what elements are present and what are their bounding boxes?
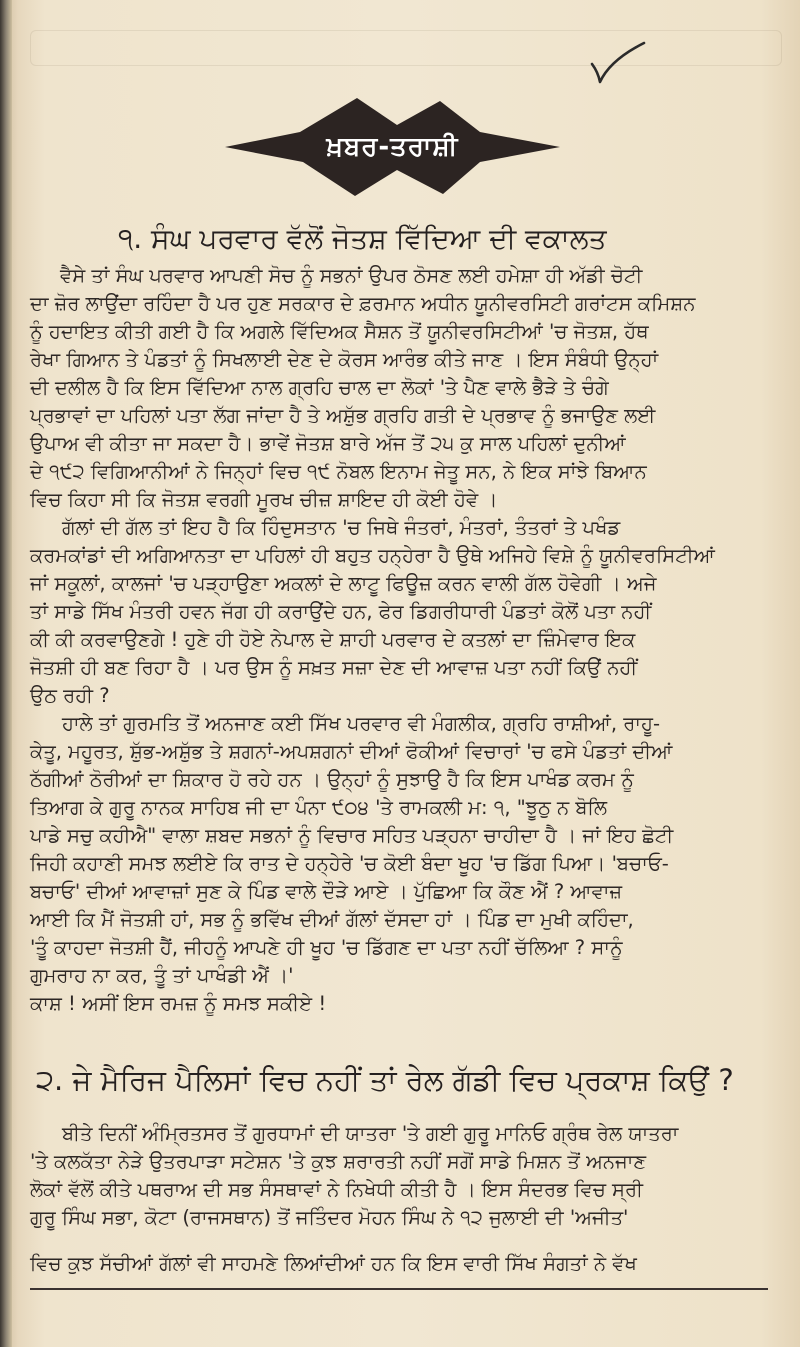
text-line: ਉਪਾਅ ਵੀ ਕੀਤਾ ਜਾ ਸਕਦਾ ਹੈ। ਭਾਵੇਂ ਜੋਤਸ਼ ਬਾਰੇ ਅੱਜ ਤੋਂ ੨੫ ਕੁ ਸਾਲ ਪਹਿਲਾਂ ਦੁਨੀਆਂ <box>30 432 626 455</box>
text-line: ਕਾਸ਼ ! ਅਸੀਂ ਇਸ ਰਮਜ਼ ਨੂੰ ਸਮਝ ਸਕੀਏ ! <box>30 992 327 1015</box>
text-line: ਬੀਤੇ ਦਿਨੀਂ ਅੰਮ੍ਰਿਤਸਰ ਤੋਂ ਗੁਰਧਾਮਾਂ ਦੀ ਯਾਤਰਾ 'ਤੇ ਗਈ ਗੁਰੂ ਮਾਨਿਓ ਗ੍ਰੰਥ ਰੇਲ ਯਾਤਰਾ <box>62 1122 679 1145</box>
text-line: ਕੀ ਕੀ ਕਰਵਾਉਣਗੇ ! ਹੁਣੇ ਹੀ ਹੋਏ ਨੇਪਾਲ ਦੇ ਸ਼ਾਹੀ ਪਰਵਾਰ ਦੇ ਕਤਲਾਂ ਦਾ ਜ਼ਿੰਮੇਵਾਰ ਇਕ <box>30 628 636 651</box>
text-line: ਵੈਸੇ ਤਾਂ ਸੰਘ ਪਰਵਾਰ ਆਪਣੀ ਸੋਚ ਨੂੰ ਸਭਨਾਂ ਉਪਰ ਠੋਸਣ ਲਈ ਹਮੇਸ਼ਾ ਹੀ ਅੱਡੀ ਚੋਟੀ <box>60 264 643 287</box>
text-line: ਦੀ ਦਲੀਲ ਹੈ ਕਿ ਇਸ ਵਿੱਦਿਆ ਨਾਲ ਗ੍ਰਹਿ ਚਾਲ ਦਾ ਲੋਕਾਂ 'ਤੇ ਪੈਣ ਵਾਲੇ ਭੈੜੇ ਤੇ ਚੰਗੇ <box>30 376 609 399</box>
text-line: ਕਰਮਕਾਂਡਾਂ ਦੀ ਅਗਿਆਨਤਾ ਦਾ ਪਹਿਲਾਂ ਹੀ ਬਹੁਤ ਹਨ੍ਹੇਰਾ ਹੈ ਉਥੇ ਅਜਿਹੇ ਵਿਸ਼ੇ ਨੂੰ ਯੂਨੀਵਰਸਿਟੀਆਂ <box>30 544 715 567</box>
text-line: ਦਾ ਜ਼ੋਰ ਲਾਉਂਦਾ ਰਹਿੰਦਾ ਹੈ ਪਰ ਹੁਣ ਸਰਕਾਰ ਦੇ ਫ਼ਰਮਾਨ ਅਧੀਨ ਯੂਨੀਵਰਸਿਟੀ ਗਰਾਂਟਸ ਕਮਿਸ਼ਨ <box>30 292 696 315</box>
checkmark-icon <box>588 40 648 90</box>
text-line: ਪ੍ਰਭਾਵਾਂ ਦਾ ਪਹਿਲਾਂ ਪਤਾ ਲੱਗ ਜਾਂਦਾ ਹੈ ਤੇ ਅਸ਼ੁੱਭ ਗ੍ਰਹਿ ਗਤੀ ਦੇ ਪ੍ਰਭਾਵ ਨੂੰ ਭਜਾਉਣ ਲਈ <box>30 404 656 427</box>
text-line: 'ਤੇ ਕਲਕੱਤਾ ਨੇੜੇ ਉਤਰਪਾੜਾ ਸਟੇਸ਼ਨ 'ਤੇ ਕੁਝ ਸ਼ਰਾਰਤੀ ਨਹੀਂ ਸਗੋਂ ਸਾਡੇ ਮਿਸ਼ਨ ਤੋਂ ਅਨਜਾਣ <box>30 1150 647 1173</box>
text-line: ਬਚਾਓ' ਦੀਆਂ ਆਵਾਜ਼ਾਂ ਸੁਣ ਕੇ ਪਿੰਡ ਵਾਲੇ ਦੌੜੇ ਆਏ । ਪੁੱਛਿਆ ਕਿ ਕੌਣ ਐਂ ? ਆਵਾਜ਼ <box>30 880 623 903</box>
section-2-heading: ੨. ਜੇ ਮੈਰਿਜ ਪੈਲਿਸਾਂ ਵਿਚ ਨਹੀਂ ਤਾਂ ਰੇਲ ਗੱਡੀ ਵਿਚ ਪ੍ਰਕਾਸ਼ ਕਿਉਂ ? <box>36 1063 734 1097</box>
bottom-rule <box>30 1288 768 1290</box>
book-spine-edge <box>0 0 12 1347</box>
text-line: ਜਾਂ ਸਕੂਲਾਂ, ਕਾਲਜਾਂ 'ਚ ਪੜ੍ਹਾਉਣਾ ਅਕਲਾਂ ਦੇ ਲਾਟੂ ਫਿਊਜ਼ ਕਰਨ ਵਾਲੀ ਗੱਲ ਹੋਵੇਗੀ । ਅਜੇ <box>30 572 657 595</box>
text-line: ਤਾਂ ਸਾਡੇ ਸਿੱਖ ਮੰਤਰੀ ਹਵਨ ਜੱਗ ਹੀ ਕਰਾਉਂਦੇ ਹਨ, ਫੇਰ ਡਿਗਰੀਧਾਰੀ ਪੰਡਤਾਂ ਕੋਲੋਂ ਪਤਾ ਨਹੀਂ <box>30 600 652 623</box>
banner-title: ਖ਼ਬਰ-ਤਰਾਸ਼ੀ <box>326 131 459 162</box>
section-banner <box>225 98 560 196</box>
text-line: ਵਿਚ ਕਿਹਾ ਸੀ ਕਿ ਜੋਤਸ਼ ਵਰਗੀ ਮੂਰਖ ਚੀਜ਼ ਸ਼ਾਇਦ ਹੀ ਕੋਈ ਹੋਵੇ । <box>30 488 498 511</box>
text-line: ਕੇਤੂ, ਮਹੂਰਤ, ਸ਼ੁੱਭ-ਅਸ਼ੁੱਭ ਤੇ ਸ਼ਗਨਾਂ-ਅਪਸ਼ਗਨਾਂ ਦੀਆਂ ਫੋਕੀਆਂ ਵਿਚਾਰਾਂ 'ਚ ਫਸੇ ਪੰਡਤਾਂ ਦੀਆਂ <box>30 740 673 763</box>
text-line: ਗੁਮਰਾਹ ਨਾ ਕਰ, ਤੂੰ ਤਾਂ ਪਾਖੰਡੀ ਐਂ ।' <box>30 964 294 987</box>
text-line: ਪਾਡੇ ਸਚੁ ਕਹੀਐ" ਵਾਲਾ ਸ਼ਬਦ ਸਭਨਾਂ ਨੂੰ ਵਿਚਾਰ ਸਹਿਤ ਪੜ੍ਹਨਾ ਚਾਹੀਦਾ ਹੈ । ਜਾਂ ਇਹ ਛੋਟੀ <box>30 824 674 847</box>
section-1-heading: ੧. ਸੰਘ ਪਰਵਾਰ ਵੱਲੋਂ ਜੋਤਸ਼ ਵਿੱਦਿਆ ਦੀ ਵਕਾਲਤ <box>118 222 607 255</box>
page-header-bleedthrough <box>30 30 782 66</box>
text-line: ਲੋਕਾਂ ਵੱਲੋਂ ਕੀਤੇ ਪਥਰਾਅ ਦੀ ਸਭ ਸੰਸਥਾਵਾਂ ਨੇ ਨਿਖੇਧੀ ਕੀਤੀ ਹੈ । ਇਸ ਸੰਦਰਭ ਵਿਚ ਸ੍ਰੀ <box>30 1178 644 1201</box>
text-line: ਵਿਚ ਕੁਝ ਸੱਚੀਆਂ ਗੱਲਾਂ ਵੀ ਸਾਹਮਣੇ ਲਿਆਂਦੀਆਂ ਹਨ ਕਿ ਇਸ ਵਾਰੀ ਸਿੱਖ ਸੰਗਤਾਂ ਨੇ ਵੱਖ <box>30 1252 637 1275</box>
text-line: ਗੁਰੂ ਸਿੰਘ ਸਭਾ, ਕੋਟਾ (ਰਾਜਸਥਾਨ) ਤੋਂ ਜਤਿੰਦਰ ਮੋਹਨ ਸਿੰਘ ਨੇ ੧੨ ਜੁਲਾਈ ਦੀ 'ਅਜੀਤ' <box>30 1206 629 1229</box>
text-line: ਰੇਖਾ ਗਿਆਨ ਤੇ ਪੰਡਤਾਂ ਨੂੰ ਸਿਖਲਾਈ ਦੇਣ ਦੇ ਕੋਰਸ ਆਰੰਭ ਕੀਤੇ ਜਾਣ । ਇਸ ਸੰਬੰਧੀ ਉਨ੍ਹਾਂ <box>30 348 659 371</box>
text-line: ਜੋਤਸ਼ੀ ਹੀ ਬਣ ਰਿਹਾ ਹੈ । ਪਰ ਉਸ ਨੂੰ ਸਖ਼ਤ ਸਜ਼ਾ ਦੇਣ ਦੀ ਆਵਾਜ਼ ਪਤਾ ਨਹੀਂ ਕਿਉਂ ਨਹੀਂ <box>30 656 638 679</box>
text-line: ਜਿਹੀ ਕਹਾਣੀ ਸਮਝ ਲਈਏ ਕਿ ਰਾਤ ਦੇ ਹਨ੍ਹੇਰੇ 'ਚ ਕੋਈ ਬੰਦਾ ਖੂਹ 'ਚ ਡਿੱਗ ਪਿਆ। 'ਬਚਾਓ- <box>30 852 669 875</box>
text-line: ਨੂੰ ਹਦਾਇਤ ਕੀਤੀ ਗਈ ਹੈ ਕਿ ਅਗਲੇ ਵਿੱਦਿਅਕ ਸੈਸ਼ਨ ਤੋਂ ਯੂਨੀਵਰਸਿਟੀਆਂ 'ਚ ਜੋਤਸ਼, ਹੱਥ <box>30 320 649 343</box>
text-line: ਗੱਲਾਂ ਦੀ ਗੱਲ ਤਾਂ ਇਹ ਹੈ ਕਿ ਹਿੰਦੁਸਤਾਨ 'ਚ ਜਿਥੇ ਜੰਤਰਾਂ, ਮੰਤਰਾਂ, ਤੰਤਰਾਂ ਤੇ ਪਖੰਡ <box>62 516 621 539</box>
text-line: 'ਤੂੰ ਕਾਹਦਾ ਜੋਤਸ਼ੀ ਹੈਂ, ਜੀਹਨੂੰ ਆਪਣੇ ਹੀ ਖੂਹ 'ਚ ਡਿੱਗਣ ਦਾ ਪਤਾ ਨਹੀਂ ਚੱਲਿਆ ? ਸਾਨੂੰ <box>30 936 623 959</box>
text-line: ਤਿਆਗ ਕੇ ਗੁਰੂ ਨਾਨਕ ਸਾਹਿਬ ਜੀ ਦਾ ਪੰਨਾ ੯੦੪ 'ਤੇ ਰਾਮਕਲੀ ਮ: ੧, "ਝੂਠੁ ਨ ਬੋਲਿ <box>30 796 607 819</box>
text-line: ਦੇ ੧੯੨ ਵਿਗਿਆਨੀਆਂ ਨੇ ਜਿਨ੍ਹਾਂ ਵਿਚ ੧੯ ਨੋਬਲ ਇਨਾਮ ਜੇਤੂ ਸਨ, ਨੇ ਇਕ ਸਾਂਝੇ ਬਿਆਨ <box>30 460 647 483</box>
text-line: ਠੱਗੀਆਂ ਠੋਰੀਆਂ ਦਾ ਸ਼ਿਕਾਰ ਹੋ ਰਹੇ ਹਨ । ਉਨ੍ਹਾਂ ਨੂੰ ਸੁਝਾਉ ਹੈ ਕਿ ਇਸ ਪਾਖੰਡ ਕਰਮ ਨੂੰ <box>30 768 634 791</box>
text-line: ਹਾਲੇ ਤਾਂ ਗੁਰਮਤਿ ਤੋਂ ਅਨਜਾਣ ਕਈ ਸਿੱਖ ਪਰਵਾਰ ਵੀ ਮੰਗਲੀਕ, ਗ੍ਰਹਿ ਰਾਸ਼ੀਆਂ, ਰਾਹੂ- <box>62 712 660 735</box>
text-line: ਉਠ ਰਹੀ ? <box>30 684 110 707</box>
text-line: ਆਈ ਕਿ ਮੈਂ ਜੋਤਸ਼ੀ ਹਾਂ, ਸਭ ਨੂੰ ਭਵਿੱਖ ਦੀਆਂ ਗੱਲਾਂ ਦੱਸਦਾ ਹਾਂ । ਪਿੰਡ ਦਾ ਮੁਖੀ ਕਹਿੰਦਾ, <box>30 908 634 931</box>
